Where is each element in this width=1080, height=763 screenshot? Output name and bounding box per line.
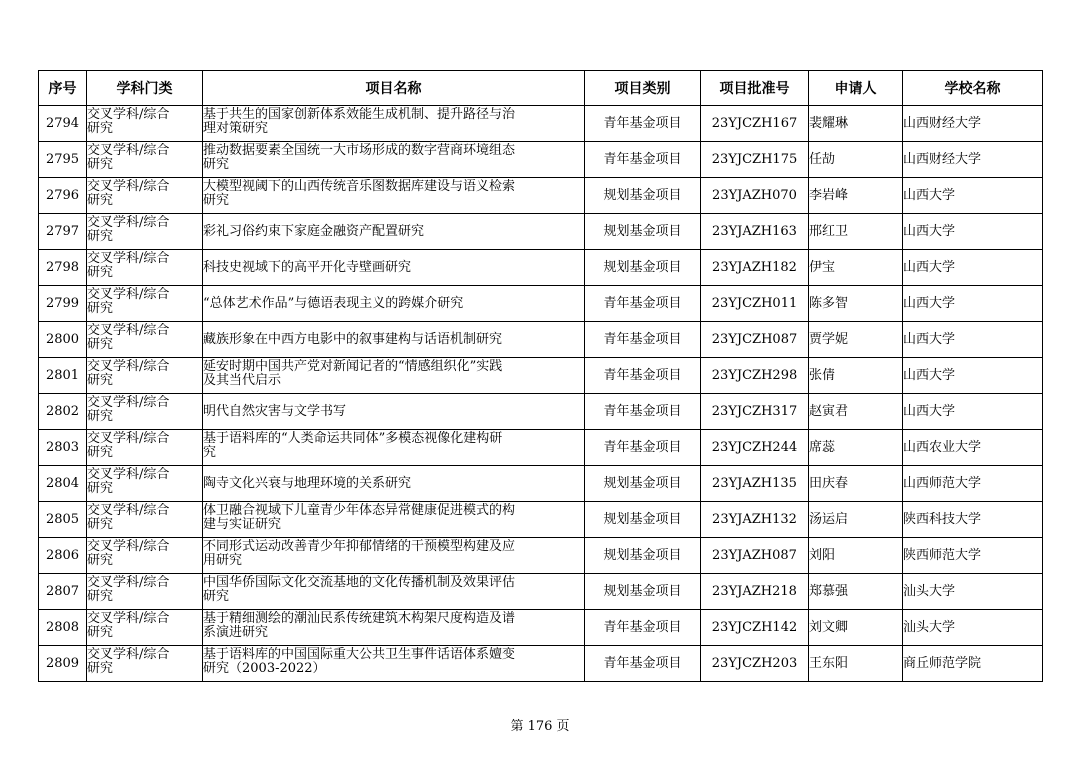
cell-approval-code	[701, 574, 809, 610]
cell-applicant	[809, 250, 903, 286]
cell-project-name	[203, 502, 585, 538]
cell-project-name	[203, 358, 585, 394]
project-name-line-2: 用研究	[203, 552, 243, 568]
cell-applicant	[809, 574, 903, 610]
category-line-1: 交叉学科/综合	[87, 574, 170, 590]
school-name: 山西大学	[903, 403, 956, 419]
cell-category	[87, 142, 203, 178]
approval-code: 23YJCZH087	[711, 331, 798, 347]
table-row	[39, 538, 1043, 574]
cell-approval-code	[701, 286, 809, 322]
project-name-line-1: 延安时期中国共产党对新闻记者的“情感组织化”实践	[203, 358, 503, 374]
seq-number: 2795	[45, 151, 80, 167]
project-name-line-1: 中国华侨国际文化交流基地的文化传播机制及效果评估	[203, 574, 516, 590]
cell-project-name	[203, 106, 585, 142]
cell-applicant	[809, 358, 903, 394]
category-line-1: 交叉学科/综合	[87, 142, 170, 158]
cell-project-name	[203, 322, 585, 358]
project-type: 青年基金项目	[603, 655, 682, 671]
cell-seq	[39, 286, 87, 322]
cell-school	[903, 250, 1043, 286]
project-type: 青年基金项目	[603, 619, 682, 635]
seq-number: 2797	[45, 223, 80, 239]
cell-applicant	[809, 610, 903, 646]
school-name: 山西财经大学	[903, 115, 982, 131]
school-name: 山西大学	[903, 187, 956, 203]
cell-approval-code	[701, 214, 809, 250]
cell-project-name	[203, 250, 585, 286]
category-line-2: 研究	[87, 516, 114, 532]
cell-category	[87, 430, 203, 466]
cell-approval-code	[701, 538, 809, 574]
project-name-line-2: 研究	[203, 156, 230, 172]
project-type: 规划基金项目	[603, 259, 682, 275]
project-type: 规划基金项目	[603, 223, 682, 239]
cell-approval-code	[701, 358, 809, 394]
cell-seq	[39, 502, 87, 538]
category-line-2: 研究	[87, 228, 114, 244]
cell-category	[87, 502, 203, 538]
cell-school	[903, 430, 1043, 466]
category-line-1: 交叉学科/综合	[87, 358, 170, 374]
cell-project-type	[585, 538, 701, 574]
header-name: 项目名称	[203, 71, 585, 106]
applicant-name: 赵寅君	[809, 403, 849, 419]
project-type: 规划基金项目	[603, 511, 682, 527]
cell-project-type	[585, 142, 701, 178]
school-name: 山西大学	[903, 295, 956, 311]
approval-code: 23YJCZH175	[711, 151, 798, 167]
cell-seq	[39, 466, 87, 502]
project-type: 规划基金项目	[603, 475, 682, 491]
project-type: 青年基金项目	[603, 151, 682, 167]
approval-code: 23YJAZH163	[712, 223, 797, 239]
cell-seq	[39, 430, 87, 466]
cell-category	[87, 214, 203, 250]
seq-number: 2808	[45, 619, 80, 635]
cell-applicant	[809, 214, 903, 250]
cell-category	[87, 358, 203, 394]
seq-number: 2794	[45, 115, 80, 131]
seq-number: 2805	[45, 511, 80, 527]
cell-school	[903, 610, 1043, 646]
applicant-name: 郑慕强	[809, 583, 849, 599]
approval-code: 23YJAZH132	[712, 511, 797, 527]
applicant-name: 任劼	[809, 151, 836, 167]
cell-seq	[39, 538, 87, 574]
approval-code: 23YJCZH142	[711, 619, 798, 635]
cell-project-type	[585, 178, 701, 214]
cell-project-type	[585, 286, 701, 322]
header-category: 学科门类	[87, 71, 203, 106]
cell-project-type	[585, 502, 701, 538]
category-line-2: 研究	[87, 552, 114, 568]
project-name-line-1: 科技史视域下的高平开化寺壁画研究	[203, 259, 412, 275]
cell-approval-code	[701, 142, 809, 178]
category-line-2: 研究	[87, 408, 114, 424]
project-table	[38, 70, 1043, 682]
cell-seq	[39, 646, 87, 682]
applicant-name: 席蕊	[809, 439, 836, 455]
category-line-2: 研究	[87, 372, 114, 388]
cell-project-type	[585, 466, 701, 502]
approval-code: 23YJAZH135	[712, 475, 797, 491]
school-name: 山西师范大学	[903, 475, 982, 491]
applicant-name: 田庆春	[809, 475, 849, 491]
cell-project-type	[585, 430, 701, 466]
cell-school	[903, 394, 1043, 430]
cell-applicant	[809, 178, 903, 214]
table-row	[39, 646, 1043, 682]
project-name-line-1: 基于语料库的“人类命运共同体”多模态视像化建构研	[203, 430, 503, 446]
project-name-line-1: 不同形式运动改善青少年抑郁情绪的干预模型构建及应	[203, 538, 516, 554]
header-seq: 序号	[39, 71, 87, 106]
seq-number: 2798	[45, 259, 80, 275]
project-type: 青年基金项目	[603, 403, 682, 419]
seq-number: 2809	[45, 655, 80, 671]
cell-project-name	[203, 178, 585, 214]
cell-project-type	[585, 394, 701, 430]
header-applicant: 申请人	[809, 71, 903, 106]
cell-category	[87, 646, 203, 682]
cell-project-name	[203, 610, 585, 646]
category-line-2: 研究	[87, 444, 114, 460]
cell-seq	[39, 358, 87, 394]
cell-project-type	[585, 646, 701, 682]
applicant-name: 邢红卫	[809, 223, 849, 239]
approval-code: 23YJAZH087	[712, 547, 797, 563]
category-line-1: 交叉学科/综合	[87, 106, 170, 122]
project-name-line-1: “总体艺术作品”与德语表现主义的跨媒介研究	[203, 295, 464, 311]
approval-code: 23YJCZH167	[711, 115, 798, 131]
cell-project-type	[585, 574, 701, 610]
project-name-line-1: 大模型视阈下的山西传统音乐图数据库建设与语义检索	[203, 178, 516, 194]
school-name: 陕西师范大学	[903, 547, 982, 563]
project-type: 青年基金项目	[603, 115, 682, 131]
cell-school	[903, 538, 1043, 574]
cell-approval-code	[701, 106, 809, 142]
approval-code: 23YJCZH203	[711, 655, 798, 671]
cell-applicant	[809, 502, 903, 538]
applicant-name: 张倩	[809, 367, 836, 383]
school-name: 陕西科技大学	[903, 511, 982, 527]
school-name: 汕头大学	[903, 583, 956, 599]
applicant-name: 贾学妮	[809, 331, 849, 347]
category-line-2: 研究	[87, 156, 114, 172]
school-name: 山西农业大学	[903, 439, 982, 455]
category-line-1: 交叉学科/综合	[87, 538, 170, 554]
table-row	[39, 502, 1043, 538]
cell-applicant	[809, 466, 903, 502]
cell-applicant	[809, 286, 903, 322]
project-name-line-1: 彩礼习俗约束下家庭金融资产配置研究	[203, 223, 425, 239]
header-code: 项目批准号	[701, 71, 809, 106]
table-row	[39, 358, 1043, 394]
category-line-1: 交叉学科/综合	[87, 322, 170, 338]
cell-project-name	[203, 286, 585, 322]
category-line-1: 交叉学科/综合	[87, 178, 170, 194]
category-line-1: 交叉学科/综合	[87, 286, 170, 302]
table-row	[39, 322, 1043, 358]
cell-category	[87, 610, 203, 646]
cell-approval-code	[701, 322, 809, 358]
category-line-2: 研究	[87, 624, 114, 640]
header-school: 学校名称	[903, 71, 1043, 106]
category-line-1: 交叉学科/综合	[87, 394, 170, 410]
project-name-line-2: 研究	[203, 192, 230, 208]
cell-project-name	[203, 142, 585, 178]
seq-number: 2807	[45, 583, 80, 599]
cell-seq	[39, 322, 87, 358]
table-row	[39, 214, 1043, 250]
cell-project-name	[203, 214, 585, 250]
table-row	[39, 106, 1043, 142]
table-row	[39, 178, 1043, 214]
category-line-2: 研究	[87, 300, 114, 316]
cell-project-name	[203, 466, 585, 502]
cell-seq	[39, 250, 87, 286]
seq-number: 2800	[45, 331, 80, 347]
school-name: 山西大学	[903, 259, 956, 275]
cell-category	[87, 106, 203, 142]
header-type: 项目类别	[585, 71, 701, 106]
cell-category	[87, 178, 203, 214]
table-row	[39, 574, 1043, 610]
cell-project-type	[585, 358, 701, 394]
cell-project-name	[203, 394, 585, 430]
seq-number: 2803	[45, 439, 80, 455]
cell-project-type	[585, 106, 701, 142]
table-row	[39, 610, 1043, 646]
cell-category	[87, 322, 203, 358]
applicant-name: 刘阳	[809, 547, 836, 563]
cell-applicant	[809, 322, 903, 358]
cell-school	[903, 142, 1043, 178]
cell-project-type	[585, 322, 701, 358]
cell-approval-code	[701, 394, 809, 430]
category-line-2: 研究	[87, 588, 114, 604]
table-row	[39, 430, 1043, 466]
applicant-name: 伊宝	[809, 259, 836, 275]
table-row	[39, 286, 1043, 322]
cell-category	[87, 466, 203, 502]
header-row	[39, 71, 1043, 106]
school-name: 山西财经大学	[903, 151, 982, 167]
cell-seq	[39, 214, 87, 250]
category-line-2: 研究	[87, 192, 114, 208]
project-name-line-1: 基于语料库的中国国际重大公共卫生事件话语体系嬗变	[203, 646, 516, 662]
project-name-line-2: 研究（2003-2022）	[203, 660, 326, 676]
cell-school	[903, 178, 1043, 214]
seq-number: 2806	[45, 547, 80, 563]
cell-school	[903, 358, 1043, 394]
cell-approval-code	[701, 502, 809, 538]
applicant-name: 王东阳	[809, 655, 849, 671]
project-type: 规划基金项目	[603, 547, 682, 563]
cell-approval-code	[701, 178, 809, 214]
category-line-1: 交叉学科/综合	[87, 430, 170, 446]
table-row	[39, 250, 1043, 286]
school-name: 汕头大学	[903, 619, 956, 635]
cell-project-type	[585, 250, 701, 286]
cell-school	[903, 106, 1043, 142]
cell-approval-code	[701, 646, 809, 682]
applicant-name: 汤运启	[809, 511, 849, 527]
applicant-name: 裴耀琳	[809, 115, 849, 131]
cell-category	[87, 538, 203, 574]
school-name: 山西大学	[903, 331, 956, 347]
cell-applicant	[809, 646, 903, 682]
cell-project-name	[203, 430, 585, 466]
cell-school	[903, 466, 1043, 502]
project-name-line-2: 理对策研究	[203, 120, 269, 136]
project-type: 青年基金项目	[603, 295, 682, 311]
seq-number: 2801	[45, 367, 80, 383]
school-name: 山西大学	[903, 367, 956, 383]
project-name-line-1: 藏族形象在中西方电影中的叙事建构与话语机制研究	[203, 331, 503, 347]
cell-school	[903, 322, 1043, 358]
seq-number: 2804	[45, 475, 80, 491]
cell-project-name	[203, 574, 585, 610]
cell-project-type	[585, 610, 701, 646]
seq-number: 2796	[45, 187, 80, 203]
cell-project-name	[203, 538, 585, 574]
cell-applicant	[809, 394, 903, 430]
category-line-1: 交叉学科/综合	[87, 646, 170, 662]
category-line-1: 交叉学科/综合	[87, 214, 170, 230]
project-name-line-1: 推动数据要素全国统一大市场形成的数字营商环境组态	[203, 142, 516, 158]
project-name-line-2: 系演进研究	[203, 624, 269, 640]
category-line-2: 研究	[87, 120, 114, 136]
cell-approval-code	[701, 250, 809, 286]
cell-applicant	[809, 538, 903, 574]
cell-applicant	[809, 106, 903, 142]
approval-code: 23YJCZH317	[711, 403, 798, 419]
table-row	[39, 466, 1043, 502]
approval-code: 23YJCZH298	[711, 367, 798, 383]
applicant-name: 李岩峰	[809, 187, 849, 203]
category-line-2: 研究	[87, 336, 114, 352]
cell-school	[903, 286, 1043, 322]
cell-seq	[39, 610, 87, 646]
cell-project-type	[585, 214, 701, 250]
project-name-line-1: 明代自然灾害与文学书写	[203, 403, 347, 419]
cell-approval-code	[701, 466, 809, 502]
cell-seq	[39, 142, 87, 178]
cell-school	[903, 214, 1043, 250]
cell-applicant	[809, 142, 903, 178]
approval-code: 23YJAZH218	[712, 583, 797, 599]
school-name: 商丘师范学院	[903, 655, 982, 671]
project-name-line-1: 体卫融合视域下儿童青少年体态异常健康促进模式的构	[203, 502, 516, 518]
project-name-line-2: 建与实证研究	[203, 516, 282, 532]
category-line-2: 研究	[87, 264, 114, 280]
project-type: 规划基金项目	[603, 187, 682, 203]
page-number: 第 176 页	[510, 719, 570, 734]
cell-seq	[39, 106, 87, 142]
table-row	[39, 394, 1043, 430]
cell-seq	[39, 394, 87, 430]
project-name-line-2: 研究	[203, 588, 230, 604]
project-name-line-1: 基于精细测绘的潮汕民系传统建筑木构架尺度构造及谱	[203, 610, 516, 626]
approval-code: 23YJCZH011	[711, 295, 798, 311]
applicant-name: 陈多智	[809, 295, 849, 311]
project-type: 规划基金项目	[603, 583, 682, 599]
approval-code: 23YJAZH182	[712, 259, 797, 275]
cell-school	[903, 502, 1043, 538]
category-line-2: 研究	[87, 480, 114, 496]
cell-category	[87, 574, 203, 610]
category-line-1: 交叉学科/综合	[87, 610, 170, 626]
seq-number: 2802	[45, 403, 80, 419]
school-name: 山西大学	[903, 223, 956, 239]
project-type: 青年基金项目	[603, 439, 682, 455]
project-name-line-1: 陶寺文化兴衰与地理环境的关系研究	[203, 475, 412, 491]
category-line-2: 研究	[87, 660, 114, 676]
cell-school	[903, 646, 1043, 682]
project-type: 青年基金项目	[603, 367, 682, 383]
cell-project-name	[203, 646, 585, 682]
cell-category	[87, 394, 203, 430]
cell-applicant	[809, 430, 903, 466]
approval-code: 23YJCZH244	[711, 439, 798, 455]
project-name-line-2: 及其当代启示	[203, 372, 282, 388]
project-name-line-1: 基于共生的国家创新体系效能生成机制、提升路径与治	[203, 106, 516, 122]
table-row	[39, 142, 1043, 178]
cell-approval-code	[701, 430, 809, 466]
project-name-line-2: 究	[203, 444, 217, 460]
cell-category	[87, 250, 203, 286]
cell-seq	[39, 574, 87, 610]
cell-category	[87, 286, 203, 322]
category-line-1: 交叉学科/综合	[87, 466, 170, 482]
cell-approval-code	[701, 610, 809, 646]
approval-code: 23YJAZH070	[712, 187, 797, 203]
category-line-1: 交叉学科/综合	[87, 502, 170, 518]
seq-number: 2799	[45, 295, 80, 311]
cell-seq	[39, 178, 87, 214]
applicant-name: 刘文卿	[809, 619, 849, 635]
category-line-1: 交叉学科/综合	[87, 250, 170, 266]
cell-school	[903, 574, 1043, 610]
project-type: 青年基金项目	[603, 331, 682, 347]
